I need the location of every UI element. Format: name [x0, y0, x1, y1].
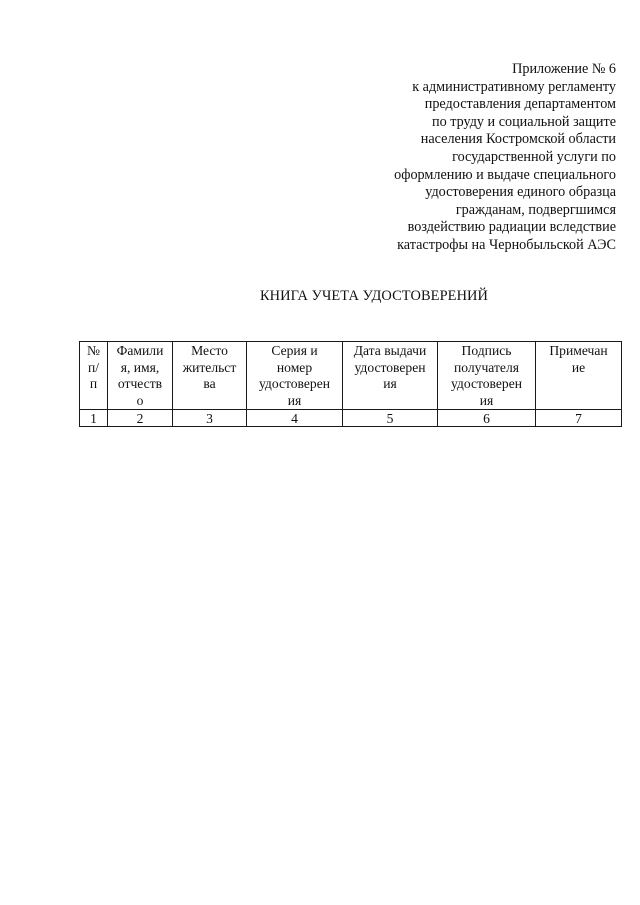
col-header-note: Примечан ие	[536, 342, 622, 410]
column-number-cell: 2	[108, 410, 173, 427]
col-header-full-name: Фамили я, имя, отчеств о	[108, 342, 173, 410]
col-header-residence: Место жительст ва	[173, 342, 247, 410]
annex-line: Приложение № 6	[512, 61, 616, 77]
annex-line: предоставления департаментом	[424, 96, 616, 113]
col-header-series-number: Серия и номер удостоверен ия	[247, 342, 343, 410]
col-header-issue-date: Дата выдачи удостоверен ия	[343, 342, 438, 410]
column-number-cell: 5	[343, 410, 438, 427]
column-number-cell: 1	[80, 410, 108, 427]
annex-line: катастрофы на Чернобыльской АЭС	[397, 236, 616, 253]
column-number-cell: 7	[536, 410, 622, 427]
annex-line: населения Костромской области	[420, 131, 616, 148]
annex-line: воздействию радиации вследствие	[407, 219, 616, 236]
document-title: КНИГА УЧЕТА УДОСТОВЕРЕНИЙ	[259, 288, 489, 304]
column-number-cell: 3	[173, 410, 247, 427]
header-row	[80, 342, 622, 410]
annex-line: государственной услуги по	[452, 148, 616, 165]
annex-block	[360, 61, 616, 255]
annex-line: гражданам, подвергшимся	[455, 201, 616, 218]
register-table	[79, 341, 622, 427]
annex-line: оформлению и выдаче специального	[394, 166, 616, 183]
annex-line: к административному регламенту	[412, 78, 616, 95]
annex-line: удостоверения единого образца	[425, 184, 616, 201]
annex-line: по труду и социальной защите	[431, 113, 616, 130]
column-number-cell: 6	[438, 410, 536, 427]
col-header-number: № п/ п	[80, 342, 108, 410]
column-number-row	[80, 410, 622, 427]
column-number-cell: 4	[247, 410, 343, 427]
col-header-signature: Подпись получателя удостоверен ия	[438, 342, 536, 410]
